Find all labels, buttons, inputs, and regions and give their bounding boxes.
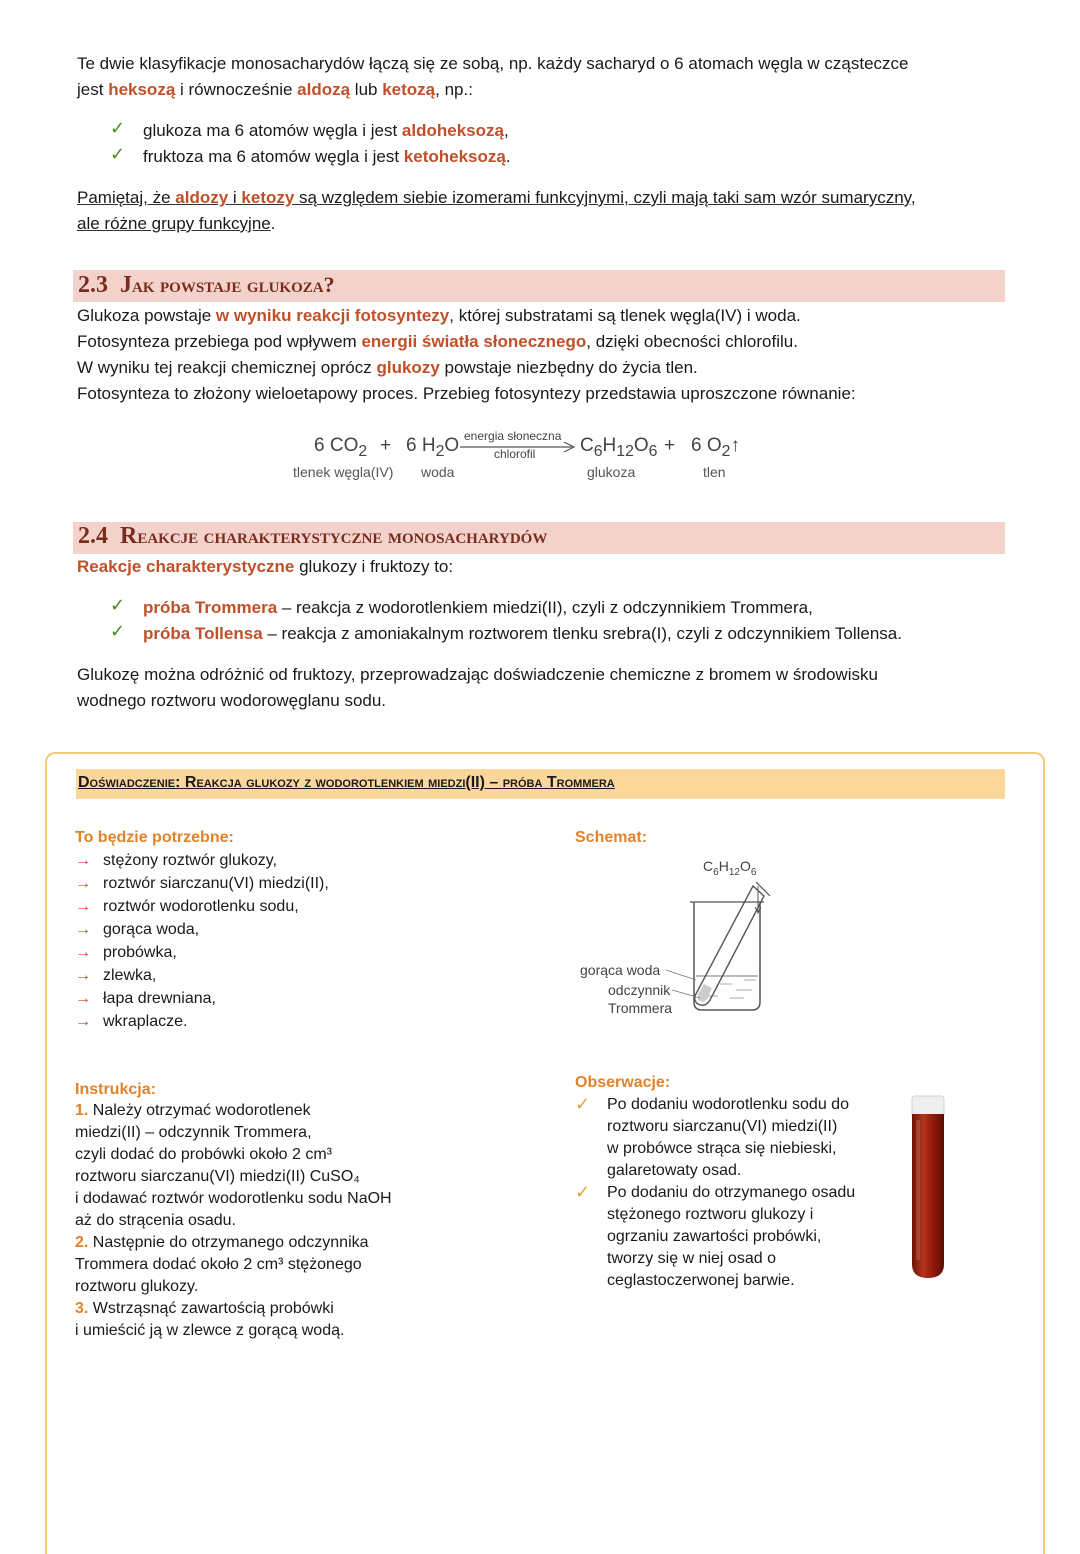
instruction-line [75, 1166, 360, 1188]
text: , której substratami są tlenek węgla(IV) i woda. [449, 306, 801, 325]
section-title-2-3 [78, 272, 335, 299]
observation-line: w probówce strąca się niebieski, [607, 1140, 837, 1157]
instruction-text: Wstrząsnąć zawartością probówki [92, 1300, 334, 1317]
note-line-1 [77, 185, 916, 211]
check-icon: ✓ [110, 595, 126, 615]
term-aldoza: aldozą [297, 80, 351, 99]
s23-line-1 [77, 303, 801, 329]
instruction-line [75, 1298, 334, 1320]
step-number: 1. [75, 1102, 93, 1119]
schema-reagent-1: odczynnik [608, 982, 671, 998]
instruction-line [75, 1144, 332, 1166]
instruction-text: i umieścić ją w zlewce z gorącą wodą. [75, 1322, 345, 1339]
check-icon: ✓ [575, 1094, 591, 1114]
text: O [444, 435, 460, 456]
check-icon: ✓ [110, 621, 126, 641]
needs-item [75, 895, 299, 918]
subscript: 6 [648, 442, 658, 460]
equation-o2 [691, 435, 740, 461]
needs-item [75, 849, 277, 872]
intro-line-2 [77, 77, 473, 103]
equation-plus: + [380, 435, 392, 456]
instruction-text: miedzi(II) – odczynnik Trommera, [75, 1124, 312, 1141]
instruction-text: roztworu glukozy. [75, 1278, 199, 1295]
instruction-line [75, 1100, 311, 1122]
equation-co2 [314, 435, 367, 461]
experiment-title: Doświadczenie: Reakcja glukozy z wodorotlenkiem miedzi(II) – próba Trommera [78, 774, 615, 791]
term: próba Tollensa [143, 624, 263, 643]
label-h2o: woda [421, 464, 455, 480]
observation-line: stężonego roztworu glukozy i [607, 1206, 814, 1223]
needs-item-label: roztwór siarczanu(VI) miedzi(II), [103, 875, 329, 892]
equation-h2o [406, 435, 459, 461]
schema-heading: Schemat: [575, 829, 648, 846]
subscript: 2 [435, 442, 445, 460]
text: ak powstaje glukoza? [132, 272, 335, 297]
schema-formula: $C_6H_{12}O_6$ [703, 858, 757, 878]
needs-item-label: gorąca woda, [103, 921, 200, 938]
text: 6 H [406, 435, 436, 456]
arrow-right-icon: → [75, 921, 91, 938]
instruction-line [75, 1276, 198, 1298]
text: H [602, 435, 617, 456]
observation-line: galaretowaty osad. [607, 1162, 742, 1179]
check-icon: ✓ [575, 1182, 591, 1202]
arrow-label-top: energia słoneczna [464, 429, 562, 443]
instruction-text: Trommera dodać około 2 cm³ stężonego [75, 1256, 362, 1273]
text: ale różne grupy funkcyjne [77, 214, 271, 233]
needs-item [75, 987, 216, 1010]
instruction-line [75, 1232, 369, 1254]
arrow-right-icon: → [75, 967, 91, 984]
subscript: 2 [721, 442, 731, 460]
instruction-line [75, 1122, 312, 1144]
text: , np.: [435, 80, 473, 99]
arrow-label-bottom: chlorofil [494, 447, 536, 461]
schema-hot-water: gorąca woda [580, 962, 661, 978]
s24-line-2: Glukozę można odróżnić od fruktozy, przeprowadzając doświadczenie chemiczne z bromem w środowisku [77, 665, 878, 684]
needs-item-label: probówka, [103, 944, 177, 961]
needs-item [75, 941, 177, 964]
term-heksoza: heksozą [108, 80, 176, 99]
needs-item-label: zlewka, [103, 967, 157, 984]
test-tube-image [906, 1094, 950, 1284]
text: powstaje niezbędny do życia tlen. [439, 358, 698, 377]
needs-item [75, 918, 199, 941]
term: próba Trommera [143, 598, 278, 617]
section-number: 2.4 [78, 523, 108, 549]
text: i [228, 188, 242, 207]
instruction-text: Należy otrzymać wodorotlenek [92, 1102, 311, 1119]
observation-line: Po dodaniu wodorotlenku sodu do [607, 1096, 849, 1113]
term-ketoza: ketozą [382, 80, 436, 99]
needs-item [75, 872, 329, 895]
bullet-fruktoza [143, 144, 511, 170]
term: w wyniku reakcji fotosyntezy [215, 306, 450, 325]
bullet-trommer [143, 595, 813, 621]
equation-glucose [580, 435, 657, 461]
text: jest [77, 80, 109, 99]
section-number: 2.3 [78, 272, 108, 298]
check-icon: ✓ [110, 144, 126, 164]
term-ketoheksoza: ketoheksozą [403, 147, 506, 166]
text: glukoza ma 6 atomów węgla i jest [143, 121, 402, 140]
text: . [505, 147, 511, 166]
text: – reakcja z wodorotlenkiem miedzi(II), czyli z odczynnikiem Trommera, [277, 598, 813, 617]
text: W wyniku tej reakcji chemicznej oprócz [77, 358, 377, 377]
text: są względem siebie izomerami funkcyjnymi, czyli mają taki sam wzór sumaryczny, [294, 188, 916, 207]
observations-heading: Obserwacje: [575, 1074, 671, 1091]
term: energii światła słonecznego [361, 332, 587, 351]
instruction-line [75, 1254, 362, 1276]
label-glucose: glukoza [587, 464, 636, 480]
instructions-heading: Instrukcja: [75, 1081, 156, 1098]
gas-arrow-icon: ↑ [730, 435, 740, 456]
term: glukozy [376, 358, 440, 377]
arrow-right-icon: → [75, 852, 91, 869]
s24-line-1 [77, 554, 453, 580]
schema-reagent-2: Trommera [608, 1000, 673, 1016]
needs-item-label: wkraplacze. [103, 1013, 188, 1030]
check-icon: ✓ [110, 118, 126, 138]
text: eakcje charakterystyczne monosacharydów [137, 523, 548, 548]
term-ketozy: ketozy [241, 188, 295, 207]
text: , dzięki obecności chlorofilu. [586, 332, 798, 351]
equation-plus: + [664, 435, 676, 456]
observation-line: Po dodaniu do otrzymanego osadu [607, 1184, 856, 1201]
text: . [270, 214, 276, 233]
s23-line-4: Fotosynteza to złożony wieloetapowy proces. Przebieg fotosyntezy przedstawia uproszczone równanie: [77, 384, 856, 403]
text: glukozy i fruktozy to: [294, 557, 454, 576]
text: i równocześnie [175, 80, 298, 99]
note-line-2 [77, 211, 275, 237]
subscript: 12 [616, 442, 634, 460]
needs-item-label: roztwór wodorotlenku sodu, [103, 898, 299, 915]
observation-line: tworzy się w niej osad o [607, 1250, 776, 1267]
text: fruktoza ma 6 atomów węgla i jest [143, 147, 404, 166]
s23-line-2 [77, 329, 798, 355]
needs-item [75, 1010, 187, 1033]
needs-item [75, 964, 156, 987]
text: Pamiętaj, że [77, 188, 176, 207]
observation-line: roztworu siarczanu(VI) miedzi(II) [607, 1118, 838, 1135]
term-aldozy: aldozy [175, 188, 229, 207]
text: , [503, 121, 509, 140]
arrow-right-icon: → [75, 1013, 91, 1030]
section-title-2-4 [78, 523, 547, 550]
instruction-line [75, 1320, 344, 1342]
s23-line-3 [77, 355, 698, 381]
text: 6 CO [314, 435, 359, 456]
beaker-diagram [660, 880, 790, 1020]
text: lub [350, 80, 383, 99]
text: Glukoza powstaje [77, 306, 216, 325]
step-number: 2. [75, 1234, 93, 1251]
instruction-line [75, 1188, 392, 1210]
instruction-text: Następnie do otrzymanego odczynnika [92, 1234, 369, 1251]
needs-heading: To będzie potrzebne: [75, 829, 234, 846]
label-o2: tlen [703, 464, 726, 480]
subscript: 6 [593, 442, 603, 460]
text: – reakcja z amoniakalnym roztworem tlenku srebra(I), czyli z odczynnikiem Tollensa. [262, 624, 902, 643]
s24-line-3: wodnego roztworu wodorowęglanu sodu. [77, 691, 387, 710]
instruction-text: aż do strącenia osadu. [75, 1212, 236, 1229]
arrow-right-icon: → [75, 898, 91, 915]
observation-line: ogrzaniu zawartości probówki, [607, 1228, 822, 1245]
label-co2: tlenek węgla(IV) [293, 464, 394, 480]
text: O [633, 435, 649, 456]
instruction-text: i dodawać roztwór wodorotlenku sodu NaOH [75, 1190, 392, 1207]
bullet-glukoza [143, 118, 509, 144]
bullet-tollens [143, 621, 902, 647]
subscript: 2 [358, 442, 368, 460]
arrow-right-icon: → [75, 944, 91, 961]
instruction-text: czyli dodać do probówki około 2 cm³ [75, 1146, 333, 1163]
term-aldoheksoza: aldoheksozą [401, 121, 504, 140]
term: Reakcje charakterystyczne [77, 557, 295, 576]
text: 6 O [691, 435, 722, 456]
intro-line-1: Te dwie klasyfikacje monosacharydów łączą się ze sobą, np. każdy sacharyd o 6 atomach węgla w cząsteczce [77, 54, 909, 73]
text: R [120, 523, 138, 549]
instruction-text: roztworu siarczanu(VI) miedzi(II) CuSO₄ [75, 1168, 360, 1185]
arrow-right-icon: → [75, 875, 91, 892]
needs-item-label: łapa drewniana, [103, 990, 216, 1007]
instruction-line [75, 1210, 236, 1232]
observation-line: ceglastoczerwonej barwie. [607, 1272, 795, 1289]
needs-item-label: stężony roztwór glukozy, [103, 852, 277, 869]
arrow-right-icon: → [75, 990, 91, 1007]
text: Fotosynteza przebiega pod wpływem [77, 332, 362, 351]
text: C [580, 435, 594, 456]
text: J [120, 272, 132, 298]
step-number: 3. [75, 1300, 93, 1317]
